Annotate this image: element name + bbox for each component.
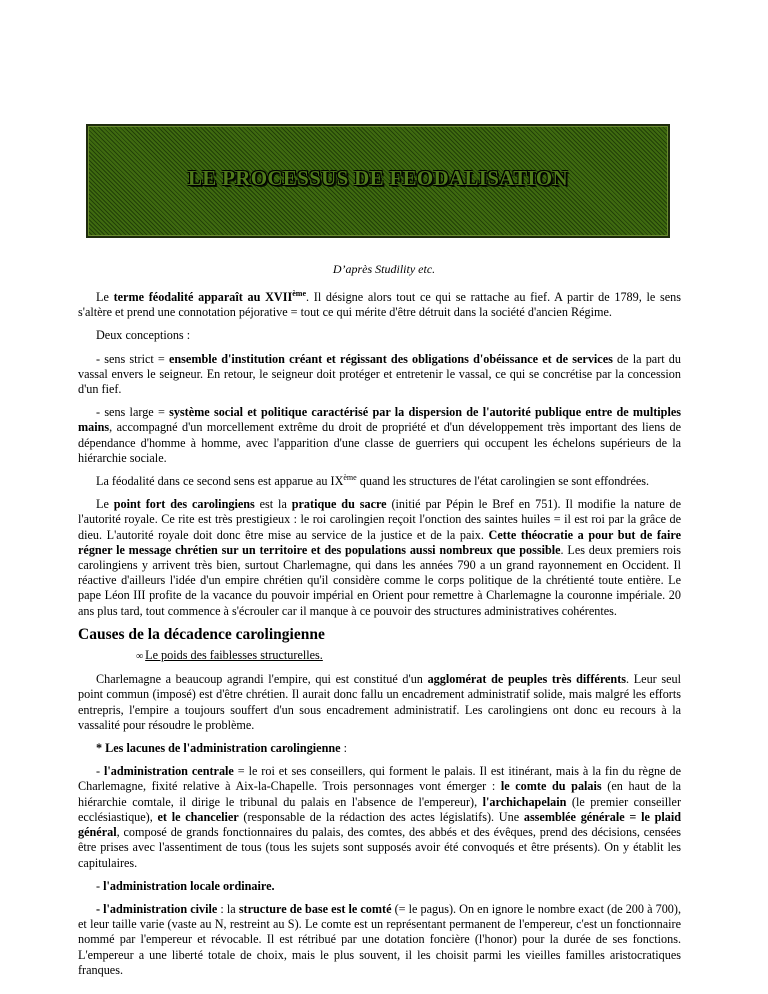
paragraph-lacunes-heading: * Les lacunes de l'administration carolingienne : — [96, 741, 347, 756]
paragraph-empire-peoples: Charlemagne a beaucoup agrandi l'empire, qui est constitué d'un agglomérat de peuples très différents. Leur seul point commun (imposé) est d'être chrétien. Il aurait donc fallu un encadrement administratif solide, mais malgré les efforts entrepris, l'empire a toujours souffert d'un sous encadrement administratif. Les carolingiens ont donc eu recours à la vassalité pour résoudre le problème. — [78, 672, 682, 732]
paragraph-broad-sense: - sens large = système social et politique caractérisé par la dispersion de l'autorité publique entre de multiples mains, accompagné d'un morcellement extrême du droit de propriété et d'un développement très important des liens de dépendance d'homme à homme, avec l'apparition d'une classe de guerriers qui occupent les échelons supérieurs de la hiérarchie sociale. — [78, 405, 681, 465]
document-body — [78, 290, 681, 986]
title-banner — [86, 124, 670, 238]
subheading-structural-weakness: ∞ Le poids des faiblesses structurelles. — [78, 648, 681, 664]
bullet-icon: ∞ — [136, 651, 144, 663]
paragraph-ninth-century: La féodalité dans ce second sens est apparue au IXème quand les structures de l'état carolingien se sont effondrées. — [96, 472, 650, 489]
paragraph-strict-sense: - sens strict = ensemble d'institution créant et régissant des obligations d'obéissance et de services de la part du vassal envers le seigneur. En retour, le seigneur doit protéger et entretenir le vassal, ce qui se concrétise par la concession d'un fief. — [78, 351, 681, 397]
paragraph-two-conceptions: Deux conceptions : — [96, 328, 191, 343]
byline: D’après Studility etc. — [332, 262, 436, 276]
paragraph-central-administration: - l'administration centrale = le roi et ses conseillers, qui forment le palais. Il est itinérant, mais à la fin du règne de Charlemagne, fixité relative à Aix-la-Chapelle. Trois personnages vont émerger : le comte du palais (en haut de la hiérarchie comtale, il dirige le tribunal du palais en l'absence de l'empereur), l'archichapelain (le premier conseiller ecclésiastique), et le chancelier (responsable de la rédaction des actes législatifs). Une assemblée générale = le plaid général, composé de grands fonctionnaires du palais, des comtes, des abbés et des évêques, prend des décisions, censées être prises avec l'assentiment de tous (tous les sujets sont supposés avoir été convoqués et être présents). On y établit les capitulaires. — [78, 764, 682, 870]
paragraph-intro: Le terme féodalité apparaît au XVIIème. Il désigne alors tout ce qui se rattache au fief. A partir de 1789, le sens s'altère et prend une connotation péjorative = tout ce qui mérite d'être détruit dans la société d'ancien Régime. — [78, 288, 682, 320]
paragraph-sacre: Le point fort des carolingiens est la pratique du sacre (initié par Pépin le Bref en 751). Il modifie la nature de l'autorité royale. Ce rite est très prestigieux : le roi carolingien reçoit l'onction des saintes huiles = il est roi par la grâce de dieu. L'autorité royale doit donc être mise au service de la justice et de la paix. Cette théocratie a pour but de faire régner le message chrétien sur un territoire et des populations aussi nombreux que possible. Les deux premiers rois carolingiens y arrivent très bien, surtout Charlemagne, qui dans les années 790 a un grand rayonnement en Occident. Il réactive d'ailleurs l'idée d'un empire chrétien qu'il considère comme le corps politique de la chrétienté toute entière. Le pape Léon III profite de la vacance du pouvoir impérial en Orient pour remettre à Charlemagne la couronne impériale. 20 ans plus tard, tout commence à s'écrouler car il manque à ce pouvoir des structures administratives cohérentes. — [78, 497, 681, 618]
section-heading-causes: Causes de la décadence carolingienne — [78, 625, 325, 643]
paragraph-local-administration: - l'administration locale ordinaire. — [96, 878, 275, 893]
paragraph-civil-administration: - l'administration civile : la structure de base est le comté (= le pagus). On en ignore le nombre exact (de 200 à 700), et leur taille varie (vaste au N, restreint au S). Le comte est un représentant permanent de l'empereur, c'est un fonctionnaire nommé par l'empereur et révocable. Il est rétribué par une dotation foncière (l'honor) pour la durée de ses fonctions. L'empereur a une liberté totale de choix, mais le plus souvent, il les choisit parmi les vieilles familles aristocratiques franques. — [78, 901, 681, 977]
page-title: LE PROCESSUS DE FEODALISATION — [188, 166, 568, 190]
